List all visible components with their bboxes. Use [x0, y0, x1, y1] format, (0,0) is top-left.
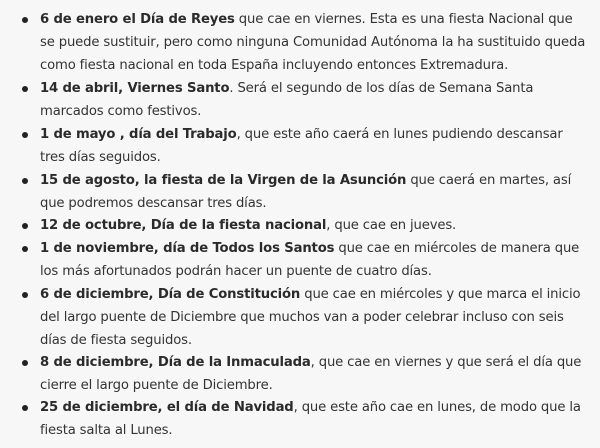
list-item	[40, 397, 590, 443]
holiday-date: 25 de diciembre, el día de Navidad	[40, 400, 294, 415]
holiday-description: que caerá en martes, así que podremos descansar tres días.	[40, 173, 572, 211]
list-item	[40, 124, 590, 170]
holiday-date: 8 de diciembre, Día de la Inmaculada	[40, 355, 311, 370]
holiday-date: 14 de abril, Viernes Santo	[40, 81, 230, 96]
holiday-date: 12 de octubre, Día de la fiesta nacional	[40, 218, 327, 233]
list-item	[40, 170, 590, 216]
bullet-icon	[22, 17, 28, 23]
list-item	[40, 352, 590, 398]
bullet-icon	[22, 292, 28, 298]
bullet-icon	[22, 405, 28, 411]
bullet-icon	[22, 86, 28, 92]
list-item	[40, 215, 590, 238]
list-item	[40, 284, 590, 352]
bullet-icon	[22, 246, 28, 252]
bullet-icon	[22, 223, 28, 229]
holiday-date: 6 de diciembre, Día de Constitución	[40, 287, 301, 302]
holiday-description: que cae en miércoles y que marca el inicio del largo puente de Diciembre que muchos van a poder celebrar incluso con seis días de fiesta seguidos.	[40, 287, 581, 348]
holiday-date: 15 de agosto, la fiesta de la Virgen de la Asunción	[40, 173, 407, 188]
list-item	[40, 238, 590, 284]
bullet-icon	[22, 360, 28, 366]
bullet-icon	[22, 178, 28, 184]
holiday-date: 1 de noviembre, día de Todos los Santos	[40, 241, 335, 256]
holiday-description: que cae en miércoles de manera que los más afortunados podrán hacer un puente de cuatro días.	[40, 241, 580, 279]
list-item	[40, 78, 590, 124]
holiday-description: , que cae en viernes y que será el día que cierre el largo puente de Diciembre.	[40, 355, 582, 393]
holiday-date: 1 de mayo , día del Trabajo	[40, 127, 237, 142]
holiday-description: que cae en viernes. Esta es una fiesta Nacional que se puede sustituir, pero como ninguna Comunidad Autónoma la ha sustituido queda como fiesta nacional en toda España incluyendo entonces Extremadura.	[40, 12, 586, 73]
holiday-description: . Será el segundo de los días de Semana Santa marcados como festivos.	[40, 81, 534, 119]
bullet-icon	[22, 132, 28, 138]
holiday-description: , que cae en jueves.	[326, 218, 457, 233]
list-item	[40, 9, 590, 77]
holiday-description: , que este año caerá en lunes pudiendo descansar tres días seguidos.	[40, 127, 563, 165]
holiday-description: , que este año cae en lunes, de modo que la fiesta salta al Lunes.	[40, 400, 581, 438]
holiday-date: 6 de enero el Día de Reyes	[40, 12, 235, 27]
